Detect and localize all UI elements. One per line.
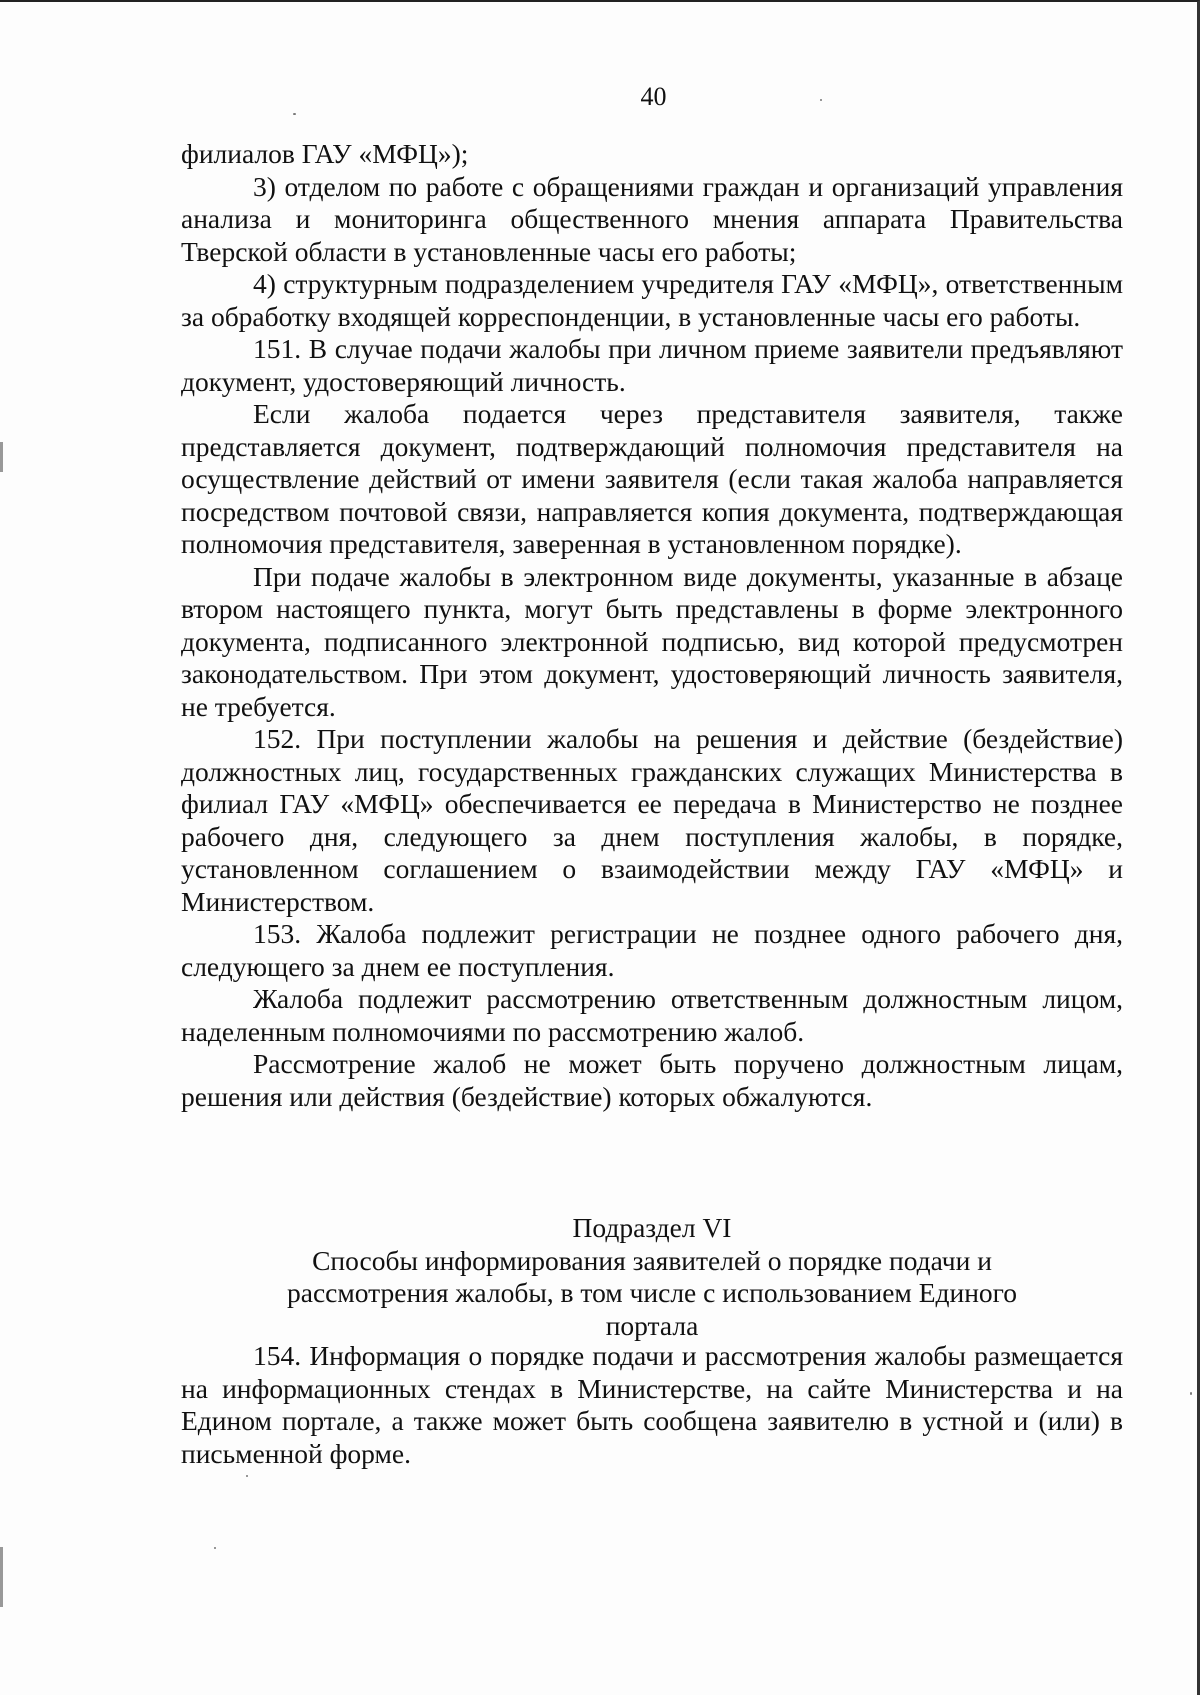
paragraph-153: 153. Жалоба подлежит регистрации не позднее одного рабочего дня, следующего за днем ее поступления. — [181, 918, 1123, 982]
paragraph-154: 154. Информация о порядке подачи и рассмотрения жалобы размещается на информационных стендах в Министерстве, на сайте Министерства и на Едином портале, а также может быть сообщена заявителю в устной и (или) в письменной форме. — [181, 1340, 1123, 1469]
subsection-title: Подраздел VI — [572, 1212, 732, 1243]
paragraph-153-restriction: Рассмотрение жалоб не может быть поручено должностным лицам, решения или действия (бездействие) которых обжалуются. — [181, 1048, 1123, 1112]
scan-speck — [214, 1547, 216, 1549]
scan-edge-mark — [0, 442, 3, 472]
paragraph-151: 151. В случае подачи жалобы при личном приеме заявители предъявляют документ, удостоверяющий личность. — [181, 333, 1123, 397]
subsection-header — [181, 1212, 1123, 1342]
scan-edge-mark — [0, 1547, 3, 1607]
scan-speck — [820, 99, 822, 101]
paragraph-153-review: Жалоба подлежит рассмотрению ответственным должностным лицом, наделенным полномочиями по рассмотрению жалоб. — [181, 983, 1123, 1047]
paragraph-152: 152. При поступлении жалобы на решения и действие (бездействие) должностных лиц, государственных гражданских служащих Министерства в филиал ГАУ «МФЦ» обеспечивается ее передача в Министерство не позднее рабочего дня, следующего за днем поступления жалобы, в порядке, установленном соглашением о взаимодействии между ГАУ «МФЦ» и Министерством. — [181, 723, 1123, 917]
scan-speck — [246, 1475, 248, 1477]
paragraph-item-3: 3) отделом по работе с обращениями граждан и организаций управления анализа и мониторинга общественного мнения аппарата Правительства Тверской области в установленные часы его работы; — [181, 170, 1123, 267]
paragraph-151-electronic: При подаче жалобы в электронном виде документы, указанные в абзаце втором настоящего пункта, могут быть представлены в форме электронного документа, подписанного электронной подписью, вид которой предусмотрен законодательством. При этом документ, удостоверяющий личность заявителя, не требуется. — [181, 560, 1123, 722]
page-number: 40 — [640, 82, 667, 111]
paragraph-151-representative: Если жалоба подается через представителя заявителя, также представляется документ, подтверждающий полномочия представителя на осуществление действий от имени заявителя (если такая жалоба направляется посредством почтовой связи, направляется копия документа, подтверждающая полномочия представителя, заверенная в установленном порядке). — [181, 398, 1123, 559]
document-body — [181, 138, 1123, 1113]
document-body-tail — [181, 1340, 1123, 1470]
scan-speck — [293, 113, 296, 115]
paragraph-item-4: 4) структурным подразделением учредителя ГАУ «МФЦ», ответственным за обработку входящей корреспонденции, в установленные часы его работы. — [181, 268, 1123, 332]
subsection-heading: Способы информирования заявителей о порядке подачи и рассмотрения жалобы, в том числе с использованием Единого портала — [286, 1244, 1018, 1341]
scan-speck — [1190, 1392, 1192, 1395]
paragraph-continuation: филиалов ГАУ «МФЦ»); — [181, 138, 469, 169]
